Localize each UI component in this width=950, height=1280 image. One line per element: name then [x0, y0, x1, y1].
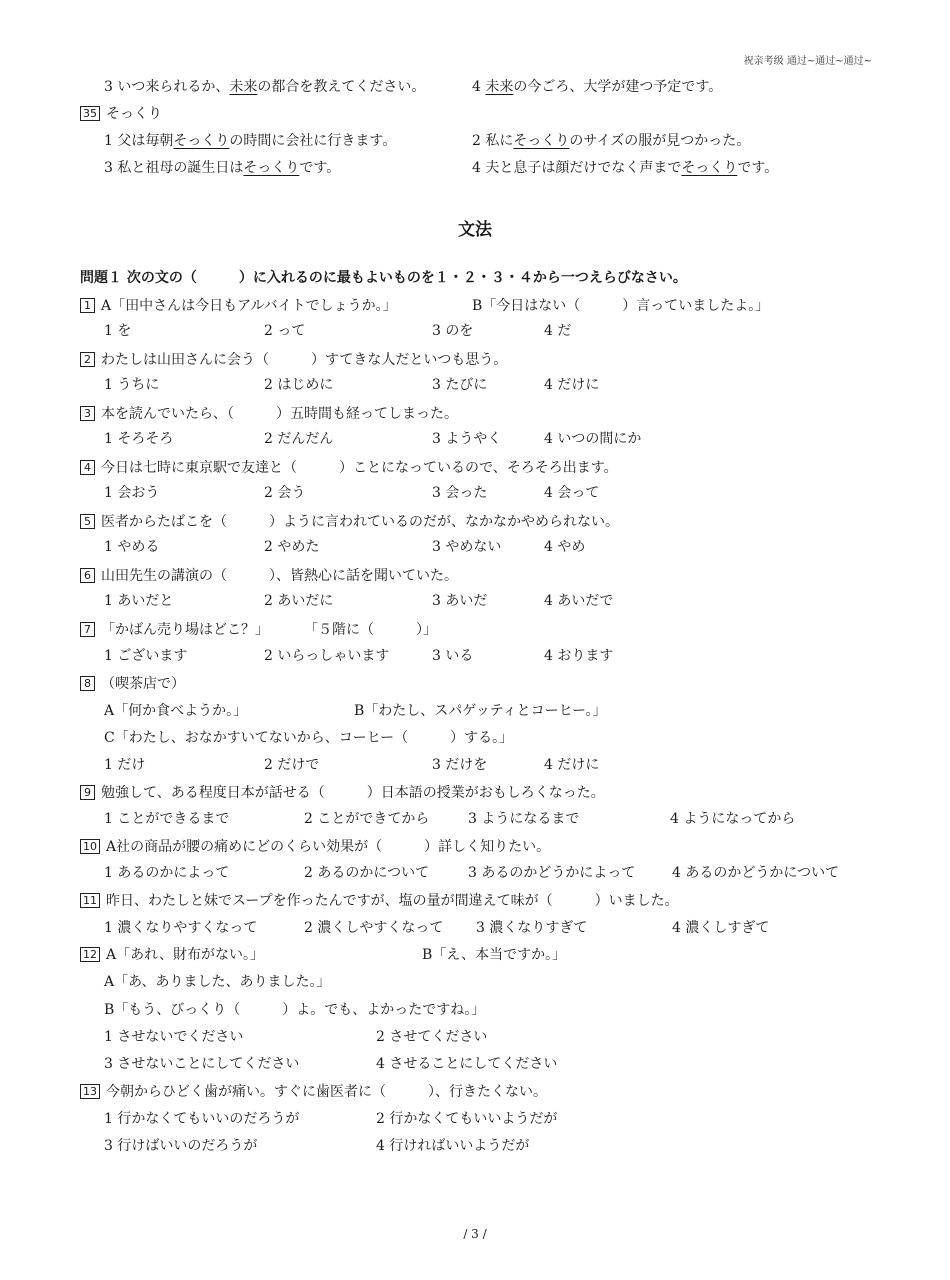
question-number: 1	[80, 298, 95, 313]
question-12-option-3: 3 させないことにしてください	[104, 1056, 300, 1072]
question-4-stem: 4 今日は七時に東京駅で友達と（ ）ことになっているので、そろそろ出ます。	[80, 459, 618, 477]
question-number: 13	[80, 1084, 100, 1099]
question-12-line-b2: B「もう、びっくり（ ）よ。でも、よかったですね。」	[104, 1002, 486, 1018]
question-6-option-1: 1 あいだと	[104, 593, 174, 609]
question-7-stem: 7 「かばん売り場はどこ？」	[80, 621, 269, 639]
question-8-stem: 8 （喫茶店で）	[80, 675, 185, 693]
question-10-option-4: 4 あるのかどうかについて	[672, 865, 840, 881]
question-8-line-b: B「わたし、スパゲッティとコーヒー。」	[354, 703, 607, 719]
q34-option-3: 3 いつ来られるか、未来の都合を教えてください。	[104, 79, 426, 95]
question-9-option-4: 4 ようになってから	[670, 811, 796, 827]
question-1-option-1: 1 を	[104, 323, 132, 339]
question-1-option-3: 3 のを	[432, 323, 474, 339]
question-1-option-4: 4 だ	[544, 323, 572, 339]
question-9-option-3: 3 ようになるまで	[468, 811, 580, 827]
question-1-option-2: 2 って	[264, 323, 306, 339]
question-number: 11	[80, 893, 100, 908]
question-8-line-a: A「何か食べようか。」	[104, 703, 248, 719]
question-13-option-2: 2 行かなくてもいいようだが	[376, 1111, 558, 1127]
question-10-option-1: 1 あるのかによって	[104, 865, 230, 881]
section-instruction: 問題１ 次の文の（ ）に入れるのに最もよいものを１・２・３・４から一つえらびなさい。	[80, 270, 687, 286]
question-4-option-1: 1 会おう	[104, 485, 160, 501]
question-6-option-4: 4 あいだで	[544, 593, 614, 609]
q35-stem: 35 そっくり	[80, 105, 162, 123]
question-6-stem: 6 山田先生の講演の（ ）、皆熱心に話を聞いていた。	[80, 567, 458, 585]
question-7-option-2: 2 いらっしゃいます	[264, 648, 390, 664]
question-12-line-b: B「え、本当ですか。」	[422, 947, 567, 963]
question-7-option-3: 3 いる	[432, 648, 474, 664]
question-13-option-3: 3 行けばいいのだろうが	[104, 1138, 258, 1154]
question-number: 5	[80, 514, 95, 529]
question-10-stem: 10 A社の商品が腰の痛めにどのくらい効果が（ ）詳しく知りたい。	[80, 838, 550, 856]
question-5-stem: 5 医者からたばこを（ ）ように言われているのだが、なかなかやめられない。	[80, 513, 619, 531]
question-number: 3	[80, 406, 95, 421]
question-5-option-1: 1 やめる	[104, 539, 160, 555]
question-3-option-4: 4 いつの間にか	[544, 431, 642, 447]
question-3-option-2: 2 だんだん	[264, 431, 334, 447]
question-7-line-2: 「５階に（ ）」	[304, 622, 437, 638]
question-12-line-a2: A「あ、ありました、ありました。」	[104, 974, 331, 990]
question-number: 7	[80, 622, 95, 637]
question-number: 4	[80, 460, 95, 475]
question-13-option-1: 1 行かなくてもいいのだろうが	[104, 1111, 300, 1127]
question-8-option-1: 1 だけ	[104, 757, 146, 773]
question-9-option-1: 1 ことができるまで	[104, 811, 230, 827]
q35-option-2: 2 私にそっくりのサイズの服が見つかった。	[472, 133, 751, 149]
question-7-option-4: 4 おります	[544, 648, 614, 664]
question-8-line-c: C「わたし、おなかすいてないから、コーヒー（ ）する。」	[104, 730, 514, 746]
q35-option-1: 1 父は毎朝そっくりの時間に会社に行きます。	[104, 133, 397, 149]
question-8-option-2: 2 だけで	[264, 757, 320, 773]
question-11-option-1: 1 濃くなりやすくなって	[104, 920, 258, 936]
question-8-option-4: 4 だけに	[544, 757, 600, 773]
question-4-option-3: 3 会った	[432, 485, 488, 501]
question-4-option-4: 4 会って	[544, 485, 600, 501]
question-6-option-2: 2 あいだに	[264, 593, 334, 609]
question-1-stem: 1 A「田中さんは今日もアルバイトでしょうか。」	[80, 297, 397, 315]
question-11-option-2: 2 濃くしやすくなって	[304, 920, 444, 936]
q35-option-4: 4 夫と息子は顔だけでなく声までそっくりです。	[472, 160, 779, 176]
question-number: 9	[80, 785, 95, 800]
question-2-stem: 2 わたしは山田さんに会う（ ）すてきな人だといつも思う。	[80, 351, 507, 369]
question-2-option-3: 3 たびに	[432, 377, 488, 393]
q35-option-3: 3 私と祖母の誕生日はそっくりです。	[104, 160, 341, 176]
question-11-option-3: 3 濃くなりすぎて	[476, 920, 588, 936]
page-header: 祝亲考级 通过~通过~通过~	[743, 56, 872, 67]
question-number: 35	[80, 106, 100, 121]
question-3-option-3: 3 ようやく	[432, 431, 502, 447]
question-5-option-3: 3 やめない	[432, 539, 502, 555]
question-number: 8	[80, 676, 95, 691]
question-3-option-1: 1 そろそろ	[104, 431, 174, 447]
question-4-option-2: 2 会う	[264, 485, 306, 501]
question-12-option-2: 2 させてください	[376, 1029, 488, 1045]
question-9-option-2: 2 ことができてから	[304, 811, 430, 827]
section-title: 文法	[458, 220, 492, 240]
question-9-stem: 9 勉強して、ある程度日本が話せる（ ）日本語の授業がおもしろくなった。	[80, 784, 605, 802]
question-number: 10	[80, 839, 100, 854]
question-10-option-2: 2 あるのかについて	[304, 865, 430, 881]
question-1-line-b: B「今日はない（ ）言っていましたよ。」	[472, 298, 770, 314]
page-number: / 3 /	[463, 1227, 487, 1241]
question-number: 6	[80, 568, 95, 583]
question-11-option-4: 4 濃くしすぎて	[672, 920, 770, 936]
question-2-option-4: 4 だけに	[544, 377, 600, 393]
question-3-stem: 3 本を読んでいたら、（ ）五時間も経ってしまった。	[80, 405, 458, 423]
question-12-stem: 12 A「あれ、財布がない。」	[80, 946, 264, 964]
question-number: 12	[80, 947, 100, 962]
question-10-option-3: 3 あるのかどうかによって	[468, 865, 636, 881]
question-12-option-1: 1 させないでください	[104, 1029, 244, 1045]
question-13-option-4: 4 行ければいいようだが	[376, 1138, 530, 1154]
question-12-option-4: 4 させることにしてください	[376, 1056, 558, 1072]
question-number: 2	[80, 352, 95, 367]
question-11-stem: 11 昨日、わたしと妹でスープを作ったんですが、塩の量が間違えて味が（ ）いました。	[80, 892, 679, 910]
question-5-option-2: 2 やめた	[264, 539, 320, 555]
question-8-option-3: 3 だけを	[432, 757, 488, 773]
question-5-option-4: 4 やめ	[544, 539, 586, 555]
question-2-option-2: 2 はじめに	[264, 377, 334, 393]
question-7-option-1: 1 ございます	[104, 648, 188, 664]
question-6-option-3: 3 あいだ	[432, 593, 488, 609]
question-2-option-1: 1 うちに	[104, 377, 160, 393]
q34-option-4: 4 未来の今ごろ、大学が建つ予定です。	[472, 79, 723, 95]
question-13-stem: 13 今朝からひどく歯が痛い。すぐに歯医者に（ ）、行きたくない。	[80, 1083, 547, 1101]
